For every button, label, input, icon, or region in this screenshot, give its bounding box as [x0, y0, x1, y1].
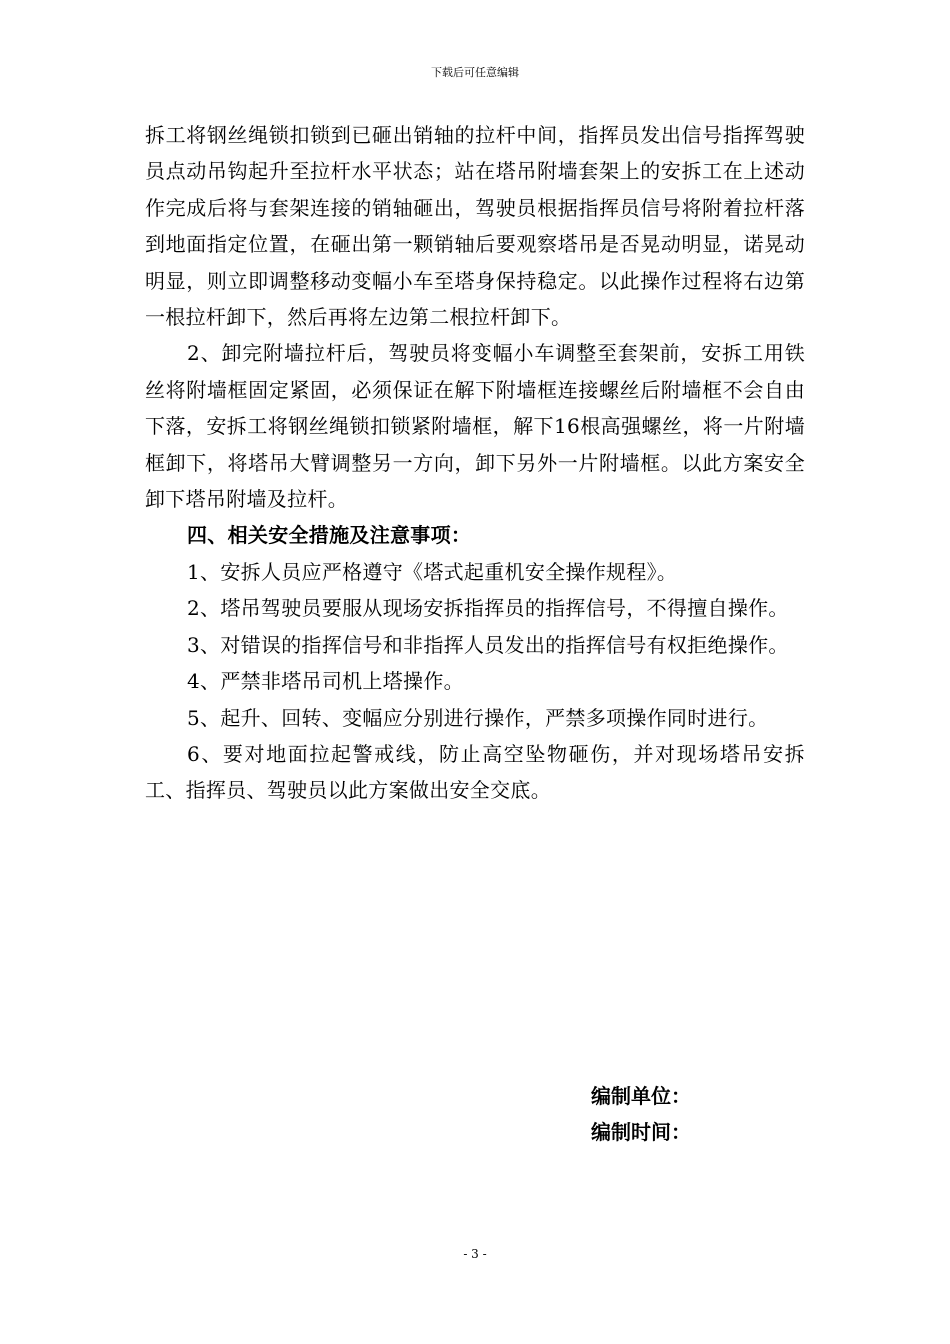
document-body	[145, 117, 805, 809]
page-number: - 3 -	[463, 1247, 487, 1261]
list-item: 6、要对地面拉起警戒线，防止高空坠物砸伤，并对现场塔吊安拆工、指挥员、驾驶员以此方案做出安全交底。	[145, 741, 805, 803]
page-header: 下载后可任意编辑	[431, 66, 519, 79]
signature-block	[591, 1078, 691, 1150]
list-item: 3、对错误的指挥信号和非指挥人员发出的指挥信号有权拒绝操作。	[187, 632, 789, 657]
list-item: 4、严禁非塔吊司机上塔操作。	[187, 669, 464, 694]
list-item: 5、起升、回转、变幅应分别进行操作，严禁多项操作同时进行。	[187, 705, 769, 730]
compiling-unit-label: 编制单位：	[591, 1084, 691, 1108]
paragraph-continued: 拆工将钢丝绳锁扣锁到已砸出销轴的拉杆中间，指挥员发出信号指挥驾驶员点动吊钩起升至拉杆水平状态；站在塔吊附墙套架上的安拆工在上述动作完成后将与套架连接的销轴砸出，驾驶员根据指挥员信号将附着拉杆落到地面指定位置，在砸出第一颗销轴后要观察塔吊是否晃动明显，诺晃动明显，则立即调整移动变幅小车至塔身保持稳定。以此操作过程将右边第一根拉杆卸下，然后再将左边第二根拉杆卸下。	[145, 123, 805, 330]
compiling-time-label: 编制时间：	[591, 1120, 691, 1144]
list-item: 2、塔吊驾驶员要服从现场安拆指挥员的指挥信号，不得擅自操作。	[187, 596, 789, 621]
list-item: 1、安拆人员应严格遵守《塔式起重机安全操作规程》。	[187, 559, 678, 584]
paragraph-step-2: 2、卸完附墙拉杆后，驾驶员将变幅小车调整至套架前，安拆工用铁丝将附墙框固定紧固，必须保证在解下附墙框连接螺丝后附墙框不会自由下落，安拆工将钢丝绳锁扣锁紧附墙框，解下16根高强螺丝，将一片附墙框卸下，将塔吊大臂调整另一方向，卸下另外一片附墙框。以此方案安全卸下塔吊附墙及拉杆。	[145, 341, 805, 512]
section-heading: 四、相关安全措施及注意事项：	[187, 523, 472, 548]
